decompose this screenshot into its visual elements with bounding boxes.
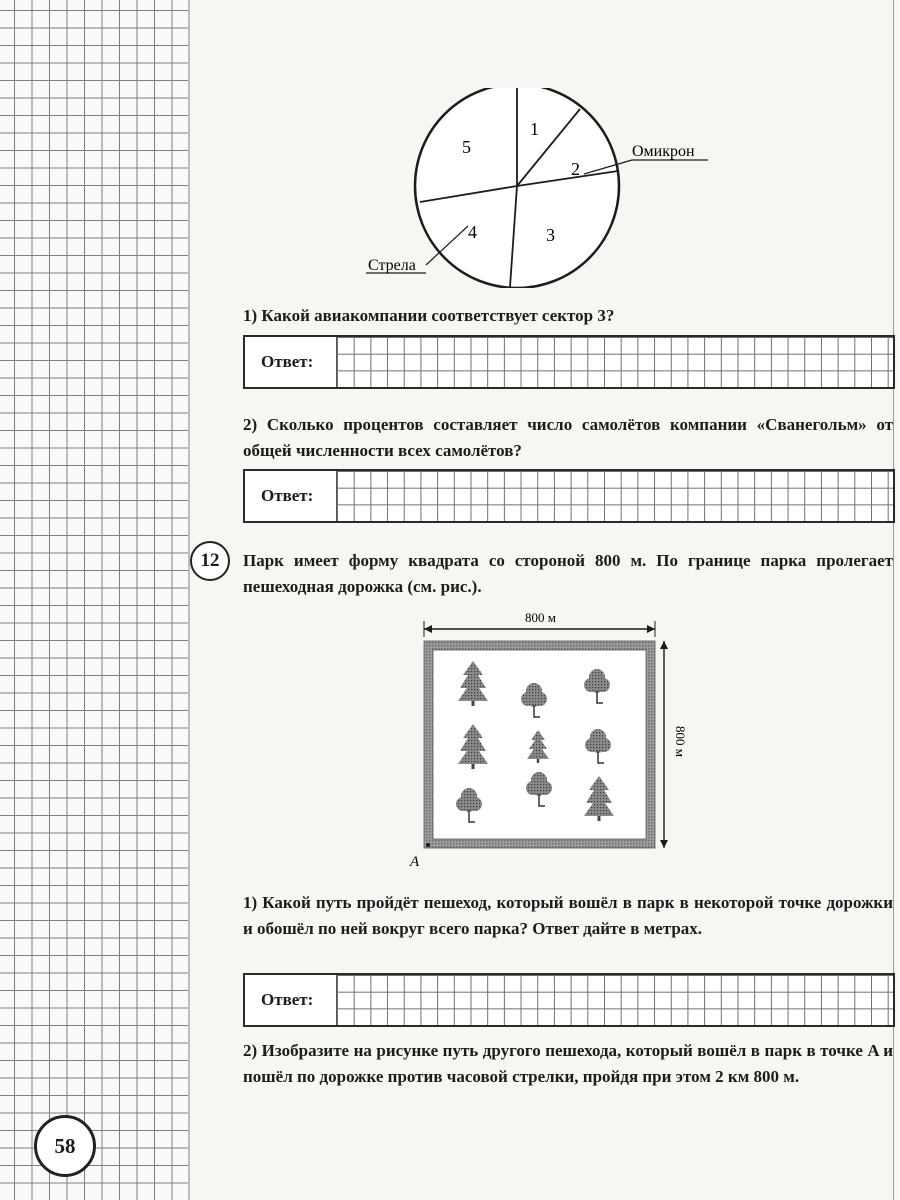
margin-grid: [0, 0, 190, 1200]
pie-chart: [360, 88, 720, 288]
task12-part2: 2) Изобразите на рисунке путь другого пешехода, который вошёл в парк в точке A и пошёл по дорожке против часовой стрелки, пройдя при этом 2 км 800 м.: [243, 1041, 893, 1086]
park-figure: [398, 605, 698, 870]
answer-label: Ответ:: [245, 471, 337, 521]
width-label: 800 м: [525, 610, 556, 625]
task12-intro: Парк имеет форму квадрата со стороной 800 м. По границе парка пролегает пешеходная дорожка (см. рис.).: [243, 551, 893, 596]
answer-grid[interactable]: [337, 337, 893, 387]
q11-part2: 2) Сколько процентов составляет число самолётов компании «Сванегольм» от общей численности всех самолётов?: [243, 415, 893, 460]
sector-label-1: 1: [530, 119, 539, 139]
task-number-12: 12: [190, 541, 230, 581]
answer-box-3[interactable]: [243, 973, 895, 1027]
point-a-dot: [426, 843, 430, 847]
task12-part1: 1) Какой путь пройдёт пешеход, который вошёл в парк в некоторой точке дорожки и обошёл по ней вокруг всего парка? Ответ дайте в метрах.: [243, 893, 893, 938]
answer-grid[interactable]: [337, 471, 893, 521]
answer-grid[interactable]: [337, 975, 893, 1025]
answer-box-2[interactable]: [243, 469, 895, 523]
arrow-right: [647, 625, 655, 633]
callout-strela: Стрела: [368, 257, 416, 274]
answer-label: Ответ:: [245, 975, 337, 1025]
answer-box-1[interactable]: [243, 335, 895, 389]
arrow-top: [660, 641, 668, 649]
point-a-label: A: [410, 854, 420, 870]
page-number: 58: [34, 1115, 96, 1177]
arrow-bottom: [660, 840, 668, 848]
callout-omicron: Омикрон: [632, 143, 695, 160]
q11-part1: 1) Какой авиакомпании соответствует сектор 3?: [243, 306, 615, 325]
height-label: 800 м: [673, 726, 688, 757]
sector-label-3: 3: [546, 225, 555, 245]
arrow-left: [424, 625, 432, 633]
answer-label: Ответ:: [245, 337, 337, 387]
sector-label-2: 2: [571, 159, 580, 179]
sector-label-4: 4: [468, 222, 477, 242]
sector-label-5: 5: [462, 137, 471, 157]
